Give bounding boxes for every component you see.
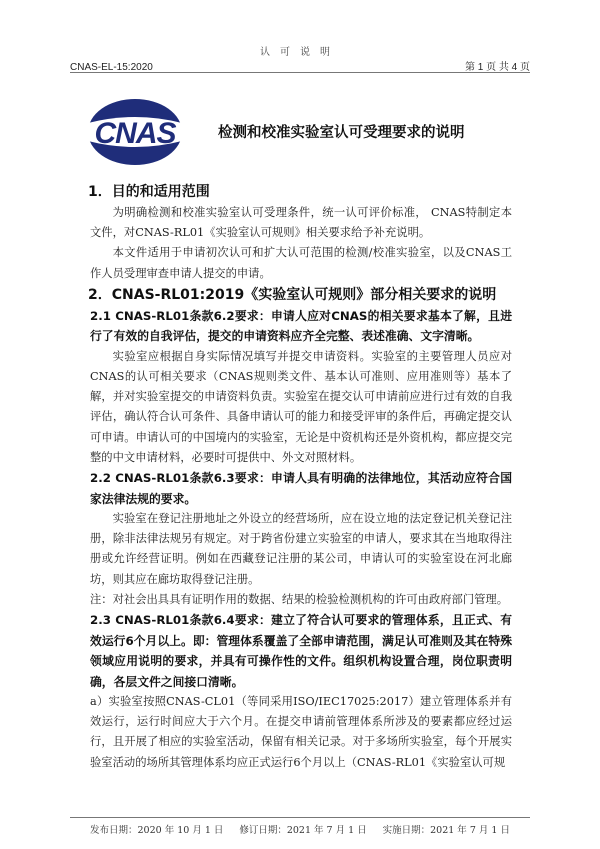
section-2-2-note: 注：对社会出具具有证明作用的数据、结果的检验检测机构的许可由政府部门管理。 xyxy=(90,592,508,606)
section-2-3-heading: 2.3 CNAS-RL01条款6.4要求：建立了符合认可要求的管理体系，且正式、有效运行6个月以上。即：管理体系覆盖了全部申请范围，满足认可准则及其在特殊领域应用说明的要求，并具有可操作性的文件。组织机构设置合理，岗位职责明确，各层文件之间接口清晰。 xyxy=(90,613,512,689)
page-info: 第 1 页 共 4 页 xyxy=(464,62,530,73)
section-2-1-heading: 2.1 CNAS-RL01条款6.2要求：申请人应对CNAS的相关要求基本了解，且进行了有效的自我评估，提交的申请资料应齐全完整、表述准确、文字清晰。 xyxy=(90,308,512,344)
cnas-logo-icon xyxy=(85,97,185,167)
issue-date: 发布日期：2020 年 10 月 1 日 xyxy=(90,825,224,836)
section-2-2-paragraph: 实验室在登记注册地址之外设立的经营场所，应在设立地的法定登记机关登记注册，除非法律法规另有规定。对于跨省份建立实验室的申请人，要求其在当地取得注册或允许经营证明。例如在西藏登记注册的某公司，申请认可的实验室设在河北廊坊，则其应在廊坊取得登记注册。 xyxy=(90,512,512,586)
section-2-3-item-a: a）实验室按照CNAS-CL01（等同采用ISO/IEC17025:2017）建立管理体系并有效运行，运行时间应大于六个月。在提交申请前管理体系所涉及的要素都应经过运行，且开展了相应的实验室活动，保留有相关记录。对于多场所实验室，每个开展实验室活动的场所其管理体系均应正式运行6个月以上（CNAS-RL01《实验室认可规 xyxy=(90,695,512,769)
section-2-2-heading: 2.2 CNAS-RL01条款6.3要求：申请人具有明确的法律地位，其活动应符合国家法律法规的要求。 xyxy=(90,471,512,506)
effective-date: 实施日期：2021 年 7 月 1 日 xyxy=(382,825,510,836)
doc-code: CNAS-EL-15:2020 xyxy=(70,62,153,73)
revision-date: 修订日期：2021 年 7 月 1 日 xyxy=(239,825,367,836)
document-title: 检测和校准实验室认可受理要求的说明 xyxy=(218,125,465,141)
section-2-heading: 2．CNAS-RL01:2019《实验室认可规则》部分相关要求的说明 xyxy=(88,286,497,303)
page-footer xyxy=(90,822,510,836)
section-1-paragraph-1: 为明确检测和校准实验室认可受理条件，统一认可评价标准， CNAS特制定本文件，对CNAS-RL01《实验室认可规则》相关要求给予补充说明。 xyxy=(90,206,512,240)
footer-divider xyxy=(70,817,530,818)
header-divider xyxy=(70,72,530,73)
section-2-1-paragraph: 实验室应根据自身实际情况填写并提交申请资料。实验室的主要管理人员应对CNAS的认可相关要求（CNAS规则类文件、基本认可准则、应用准则等）基本了解，并对实验室提交的申请资料负责。实验室在提交认可申请前应进行过有效的自我评估，确认符合认可条件、具备申请认可的能力和接受评审的条件后，再确定提交认可申请。申请认可的中国境内的实验室，无论是中资机构还是外资机构，都应提交完整的中文申请材料，必要时可提供中、外文对照材料。 xyxy=(90,349,512,464)
section-1-heading: 1．目的和适用范围 xyxy=(88,184,210,200)
svg-text:CNAS: CNAS xyxy=(94,117,176,150)
document-body xyxy=(90,181,512,773)
section-1-paragraph-2: 本文件适用于申请初次认可和扩大认可范围的检测/校准实验室，以及CNAS工作人员受理审查申请人提交的申请。 xyxy=(90,246,512,280)
page-header xyxy=(70,58,530,73)
header-center-title: 认可说明 xyxy=(260,47,340,58)
